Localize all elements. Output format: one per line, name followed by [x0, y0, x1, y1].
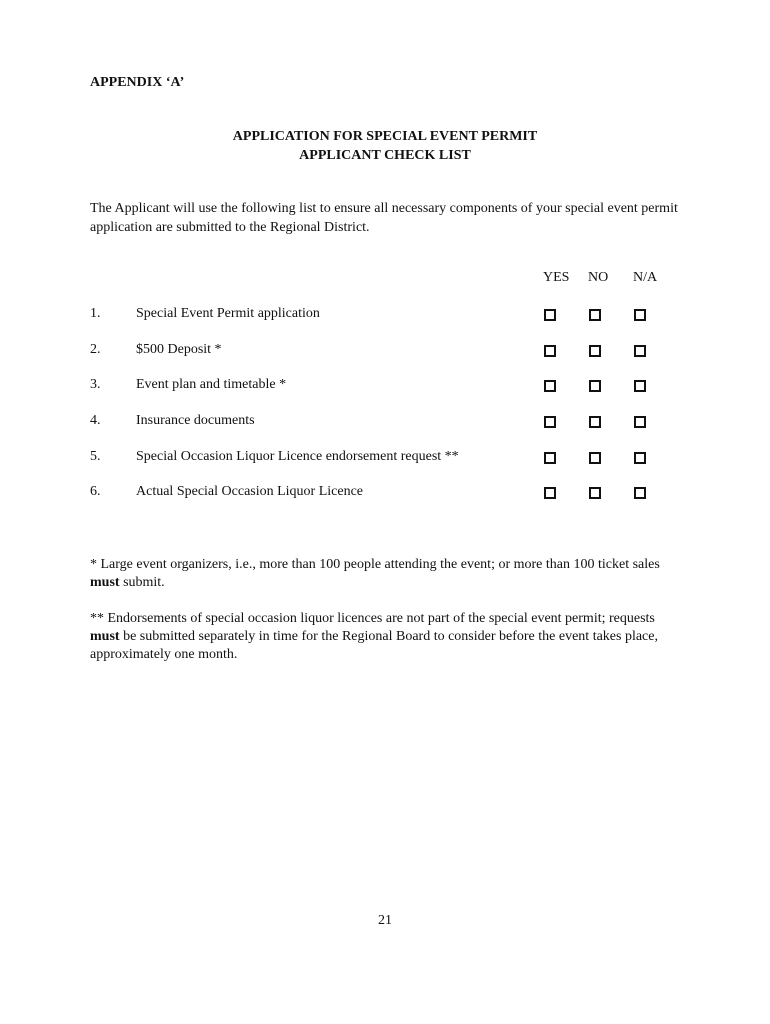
title-line-1: APPLICATION FOR SPECIAL EVENT PERMIT: [232, 129, 538, 144]
yes-checkbox[interactable]: [544, 452, 556, 464]
no-checkbox[interactable]: [589, 345, 601, 357]
na-checkbox[interactable]: [634, 487, 646, 499]
column-header-na: N/A: [633, 270, 658, 285]
no-checkbox[interactable]: [589, 380, 601, 392]
item-label: Special Event Permit application: [136, 306, 320, 321]
footnote-liquor-endorsements: [90, 610, 680, 664]
item-number: 5.: [90, 449, 101, 464]
item-label: Actual Special Occasion Liquor Licence: [136, 484, 364, 499]
checklist-item: [0, 413, 770, 433]
no-checkbox[interactable]: [589, 309, 601, 321]
yes-checkbox[interactable]: [544, 487, 556, 499]
item-label: Event plan and timetable *: [136, 377, 287, 392]
checklist-item: [0, 342, 770, 362]
checklist-item: [0, 306, 770, 326]
yes-checkbox[interactable]: [544, 380, 556, 392]
na-checkbox[interactable]: [634, 380, 646, 392]
na-checkbox[interactable]: [634, 345, 646, 357]
na-checkbox[interactable]: [634, 416, 646, 428]
no-checkbox[interactable]: [589, 452, 601, 464]
checklist-item: [0, 449, 770, 469]
appendix-heading: APPENDIX ‘A’: [90, 75, 185, 90]
footnote-text: submit.: [119, 575, 165, 590]
yes-checkbox[interactable]: [544, 345, 556, 357]
item-label: Special Occasion Liquor Licence endorsement request **: [136, 449, 459, 464]
item-number: 1.: [90, 306, 101, 321]
column-header-yes: YES: [543, 270, 570, 285]
footnote-text: * Large event organizers, i.e., more than 100 people attending the event; or more than 100 ticket sales: [90, 557, 660, 572]
yes-checkbox[interactable]: [544, 309, 556, 321]
item-label: $500 Deposit *: [136, 342, 222, 357]
title-line-2: APPLICANT CHECK LIST: [299, 148, 471, 163]
footnote-text: ** Endorsements of special occasion liquor licences are not part of the special event permit; requests: [90, 611, 655, 626]
item-number: 4.: [90, 413, 101, 428]
checklist-item: [0, 377, 770, 397]
column-header-no: NO: [588, 270, 609, 285]
document-title: [0, 127, 770, 165]
footnote-text: be submitted separately in time for the Regional Board to consider before the event takes place, approximately one month.: [90, 629, 658, 662]
checklist-item: [0, 484, 770, 504]
intro-paragraph: The Applicant will use the following list to ensure all necessary components of your special event permit application are submitted to the Regional District.: [90, 201, 678, 235]
footnote-emphasis: must: [90, 629, 120, 644]
page-number: 21: [378, 913, 392, 928]
item-number: 3.: [90, 377, 101, 392]
no-checkbox[interactable]: [589, 487, 601, 499]
na-checkbox[interactable]: [634, 309, 646, 321]
no-checkbox[interactable]: [589, 416, 601, 428]
yes-checkbox[interactable]: [544, 416, 556, 428]
footnote-emphasis: must: [90, 575, 120, 590]
item-number: 2.: [90, 342, 101, 357]
item-label: Insurance documents: [136, 413, 255, 428]
footnote-large-events: [90, 556, 680, 592]
item-number: 6.: [90, 484, 101, 499]
na-checkbox[interactable]: [634, 452, 646, 464]
